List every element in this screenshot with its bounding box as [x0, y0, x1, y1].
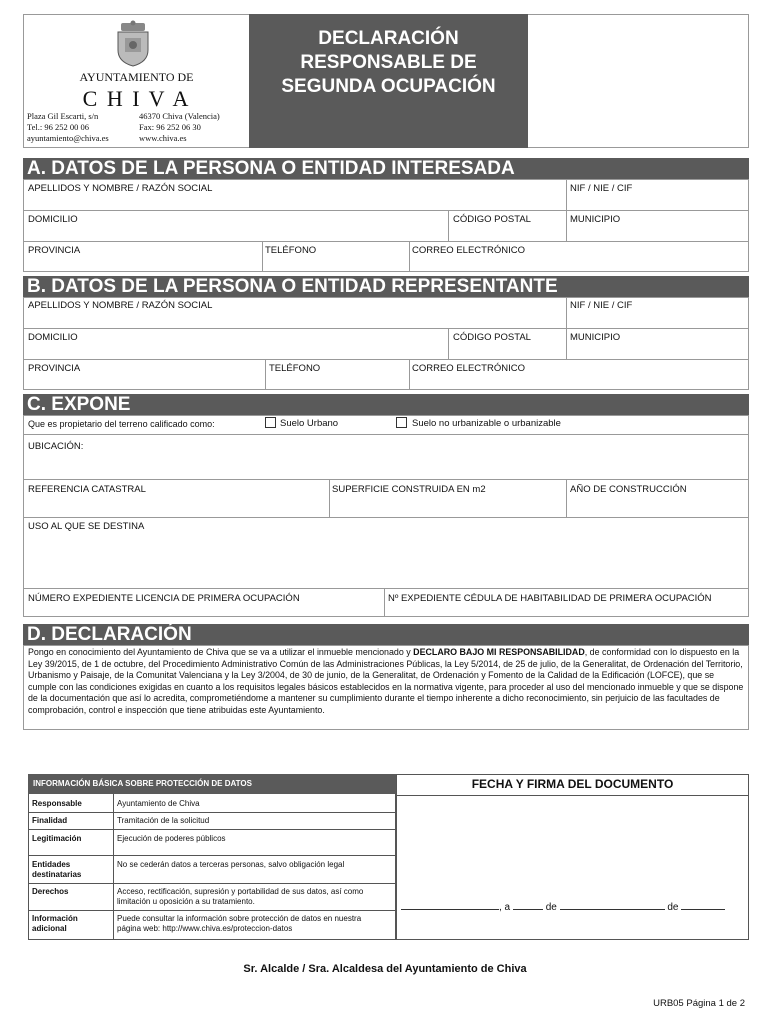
privacy-val-derechos: Acceso, rectificación, supresión y portabilidad de sus datos, así como limitación u oposición a su tratamiento. [117, 887, 364, 906]
section-b-hline2 [23, 359, 749, 360]
document-title [249, 27, 528, 99]
section-c-hline1 [23, 434, 749, 435]
field-b-nif[interactable]: NIF / NIE / CIF [570, 300, 633, 311]
blank-year[interactable] [681, 909, 725, 910]
section-b-hline1 [23, 328, 749, 329]
address-left [27, 111, 109, 144]
propietario-label: Que es propietario del terreno calificado como: [28, 419, 215, 429]
privacy-row-line [28, 910, 396, 911]
field-anio-construccion[interactable]: AÑO DE CONSTRUCCIÓN [570, 484, 687, 495]
field-num-expediente[interactable]: NÚMERO EXPEDIENTE LICENCIA DE PRIMERA OCUPACIÓN [28, 593, 300, 604]
section-a-hline2 [23, 241, 749, 242]
signature-header-line [396, 795, 749, 796]
privacy-val-informacion: Puede consultar la información sobre protección de datos en nuestra página web: http://www.chiva.es/proteccion-datos [117, 914, 362, 933]
section-a-vline-correo [409, 241, 410, 272]
field-b-cp[interactable]: CÓDIGO POSTAL [453, 332, 531, 343]
coat-of-arms-icon [113, 20, 153, 68]
section-b-vline-correo [409, 359, 410, 390]
date-de1: de [545, 902, 557, 913]
declaration-text-start: Pongo en conocimiento del Ayuntamiento de Chiva que se va a utilizar el inmueble mencionado y [28, 647, 414, 657]
suelo-urbano-label: Suelo Urbano [280, 418, 339, 429]
privacy-row-line [28, 883, 396, 884]
blank-place[interactable] [401, 909, 499, 910]
signature-header: FECHA Y FIRMA DEL DOCUMENTO [471, 777, 674, 791]
field-a-nif[interactable]: NIF / NIE / CIF [570, 183, 633, 194]
section-a-hline1 [23, 210, 749, 211]
title-line2: RESPONSABLE DE [300, 52, 477, 73]
suelo-no-urbanizable-label: Suelo no urbanizable o urbanizable [412, 418, 561, 429]
signature-box [396, 774, 749, 940]
privacy-row-line [28, 812, 396, 813]
field-a-telefono[interactable]: TELÉFONO [265, 245, 317, 256]
privacy-key-legitimacion: Legitimación [32, 834, 82, 843]
section-c-form [23, 415, 749, 617]
section-a-vline-cp [448, 210, 449, 241]
privacy-row-line [28, 855, 396, 856]
section-c-hline3 [23, 517, 749, 518]
field-b-provincia[interactable]: PROVINCIA [28, 363, 81, 374]
address-right [139, 111, 220, 144]
section-b-vline-cp [448, 328, 449, 359]
section-a-vline-tel [262, 241, 263, 272]
field-a-domicilio[interactable]: DOMICILIO [28, 214, 78, 225]
addressee: Sr. Alcalde / Sra. Alcaldesa del Ayuntamiento de Chiva [243, 963, 527, 975]
section-c-vline-anio [566, 479, 567, 517]
address-street: Plaza Gil Escarti, s/n [27, 111, 99, 121]
title-line3: SEGUNDA OCUPACIÓN [281, 76, 496, 97]
field-b-municipio[interactable]: MUNICIPIO [570, 332, 621, 343]
address-city: 46370 Chiva (Valencia) [139, 111, 220, 121]
address-tel: Tel.: 96 252 00 06 [27, 122, 89, 132]
org-line1: AYUNTAMIENTO DE [79, 70, 194, 84]
privacy-key-entidades: Entidades destinatarias [32, 860, 82, 879]
privacy-val-finalidad: Tramitación de la solicitud [117, 816, 210, 825]
date-de2: de [667, 902, 679, 913]
privacy-header-label: INFORMACIÓN BÁSICA SOBRE PROTECCIÓN DE DATOS [33, 779, 252, 788]
declaration-bold: DECLARO BAJO MI RESPONSABILIDAD [413, 647, 585, 657]
privacy-key-finalidad: Finalidad [32, 816, 68, 825]
privacy-val-legitimacion: Ejecución de poderes públicos [117, 834, 226, 843]
privacy-row-line [28, 829, 396, 830]
privacy-key-informacion: Información adicional [32, 914, 78, 933]
section-c-hline4 [23, 588, 749, 589]
field-b-telefono[interactable]: TELÉFONO [269, 363, 321, 374]
field-ref-catastral[interactable]: REFERENCIA CATASTRAL [28, 484, 146, 495]
privacy-val-entidades: No se cederán datos a terceras personas, salvo obligación legal [117, 860, 345, 869]
field-b-domicilio[interactable]: DOMICILIO [28, 332, 78, 343]
page-number: URB05 Página 1 de 2 [653, 998, 745, 1009]
field-a-correo[interactable]: CORREO ELECTRÓNICO [412, 245, 525, 256]
address-fax: Fax: 96 252 06 30 [139, 122, 201, 132]
field-a-provincia[interactable]: PROVINCIA [28, 245, 81, 256]
field-uso[interactable]: USO AL QUE SE DESTINA [28, 521, 145, 532]
section-c-vline-cedula [384, 588, 385, 617]
date-a: , a [499, 902, 511, 913]
org-line2: C H I V A [82, 86, 191, 111]
blank-day[interactable] [513, 909, 543, 910]
address-email: ayuntamiento@chiva.es [27, 133, 109, 143]
field-b-correo[interactable]: CORREO ELECTRÓNICO [412, 363, 525, 374]
section-b-vline-tel [265, 359, 266, 390]
section-d-title: D. DECLARACIÓN [23, 624, 749, 645]
section-c-title: C. EXPONE [23, 394, 749, 415]
signature-date-line[interactable] [401, 902, 746, 913]
field-a-cp[interactable]: CÓDIGO POSTAL [453, 214, 531, 225]
privacy-key-derechos: Derechos [32, 887, 69, 896]
field-b-apellidos[interactable]: APELLIDOS Y NOMBRE / RAZÓN SOCIAL [28, 300, 213, 311]
title-line1: DECLARACIÓN [318, 28, 459, 49]
checkbox-suelo-no-urbanizable[interactable] [396, 417, 407, 428]
field-cedula[interactable]: Nº EXPEDIENTE CÉDULA DE HABITABILIDAD DE PRIMERA OCUPACIÓN [388, 593, 712, 604]
declaration-text-end: , de conformidad con lo dispuesto en la Ley 39/2015, de 1 de octubre, del Procedimiento Administrativo Común de las Administraciones Públicas, la Ley 5/2014, de 25 de julio, de la Generalitat, de Ordenación del Territorio, Urbanismo y Paisaje, de la Comunitat Valenciana y la Ley 3/2004, de 30 de junio, de la Generalitat, de Ordenación y Fomento de la Calidad de la Edificación (LOFCE), que se cumple con las condiciones exigidas en cuanto a los requisitos legales básicos establecidos en la normativa vigente, para proceder al uso del mencionado inmueble y que se dispone de la documentación que así lo acredita, comprometiéndome a mantener su cumplimiento durante el tiempo inherente a dicho reconocimiento, sin perjuicio de las facultades de comprobación, control e inspección que tiene atribuidas este Ayuntamiento. [28, 647, 744, 715]
address-web: www.chiva.es [139, 133, 187, 143]
blank-month[interactable] [560, 909, 665, 910]
field-ubicacion[interactable]: UBICACIÓN: [28, 441, 84, 452]
section-a-vline-nif [566, 179, 567, 241]
field-superficie[interactable]: SUPERFICIE CONSTRUIDA EN m2 [332, 484, 486, 495]
privacy-key-responsable: Responsable [32, 799, 82, 808]
privacy-val-responsable: Ayuntamiento de Chiva [117, 799, 200, 808]
section-a-title: A. DATOS DE LA PERSONA O ENTIDAD INTERESADA [23, 158, 749, 179]
field-a-municipio[interactable]: MUNICIPIO [570, 214, 621, 225]
section-b-vline-nif [566, 297, 567, 359]
section-b-title: B. DATOS DE LA PERSONA O ENTIDAD REPRESENTANTE [23, 276, 749, 297]
privacy-col-divider [113, 794, 114, 940]
field-a-apellidos[interactable]: APELLIDOS Y NOMBRE / RAZÓN SOCIAL [28, 183, 213, 194]
section-c-vline-sup [329, 479, 330, 517]
checkbox-suelo-urbano[interactable] [265, 417, 276, 428]
section-c-hline2 [23, 479, 749, 480]
declaration-text [28, 647, 744, 716]
